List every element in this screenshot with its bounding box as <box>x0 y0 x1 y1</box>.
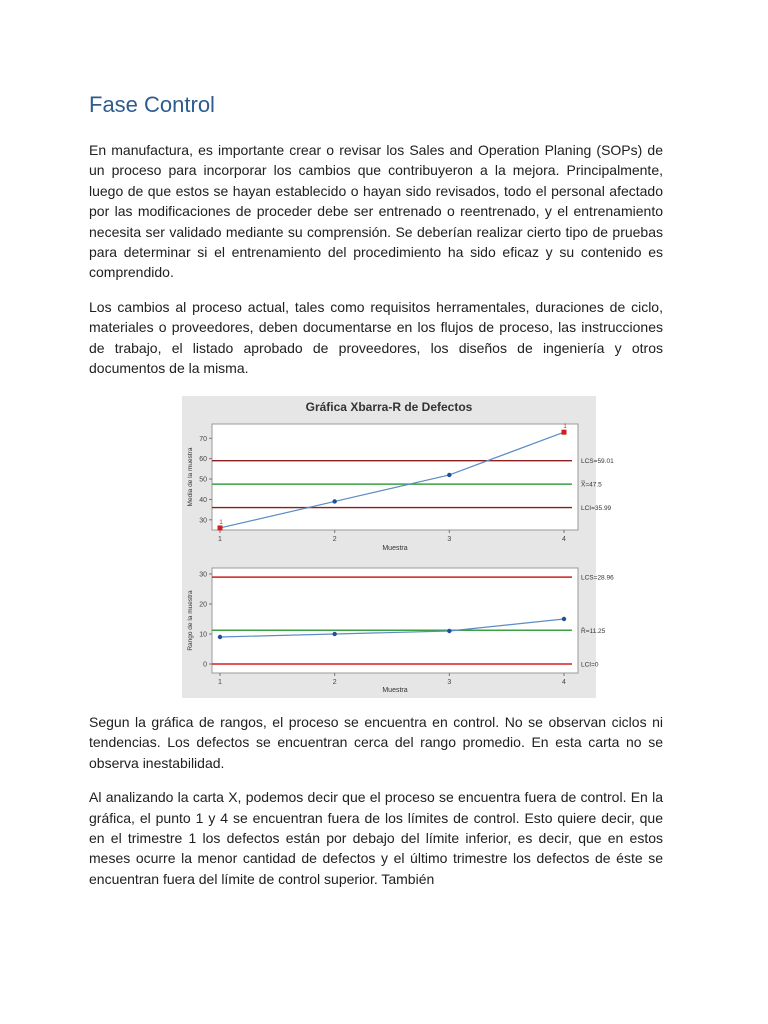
range-point <box>332 632 336 636</box>
xbar-xtick-label: 3 <box>447 536 452 543</box>
xbar-point-flag-mark: 1 <box>563 424 567 431</box>
page-title: Fase Control <box>89 92 215 117</box>
xbar-ytick-label: 40 <box>199 496 207 504</box>
document-body <box>89 92 663 392</box>
range-plot-area <box>212 568 578 673</box>
xbar-limit-label: X̿=47.5 <box>581 481 602 489</box>
range-ytick-label: 0 <box>203 661 207 669</box>
range-ytick-label: 20 <box>199 601 207 609</box>
range-xtick-label: 1 <box>218 679 222 686</box>
paragraph-1: En manufactura, es importante crear o revisar los Sales and Operation Planing (SOPs) de un proceso para incorporar los cambios que contribuyeron a la mejora. Principalmente, luego de que estos se hayan establecido o hayan sido revisados, todo el personal afectado por las modificaciones de proceder debe ser entrenado o reentrenado, y el entrenamiento necesita ser validado mediante su comprensión. Se deberían realizar cierto tipo de pruebas para determinar si el entrenamiento del procedimiento ha sido eficaz y su contenido es comprendido. <box>89 142 663 281</box>
xbar-xtick-label: 2 <box>332 536 337 543</box>
xbar-xtick-label: 4 <box>562 536 566 543</box>
document-body-continued <box>89 712 663 903</box>
xbar-xlabel: Muestra <box>382 545 408 552</box>
range-limit-label: R̄=11.25 <box>581 627 606 635</box>
xbar-point <box>447 473 451 477</box>
range-point <box>218 635 222 639</box>
control-chart-figure <box>182 396 614 698</box>
xbar-point-flagged <box>562 430 567 435</box>
xbar-limit-label: LCI=35.99 <box>581 505 612 513</box>
paragraph-3: Segun la gráfica de rangos, el proceso se encuentra en control. No se observan ciclos ni tendencias. Los defectos se encuentran cerca del rango promedio. En esta carta no se observa inestabilidad. <box>89 714 663 771</box>
range-ytick-label: 10 <box>199 631 207 639</box>
range-limit-label: LCI=0 <box>581 661 599 669</box>
xbar-ytick-label: 70 <box>199 435 207 443</box>
chart-title: Gráfica Xbarra-R de Defectos <box>305 400 473 414</box>
paragraph-2: Los cambios al proceso actual, tales como requisitos herramentales, duraciones de ciclo, materiales o proveedores, deben documentarse en los flujos de proceso, las instrucciones de trabajo, el listado aprobado de proveedores, los diseños de ingeniería y otros documentos de la misma. <box>89 298 663 377</box>
xbar-limit-label: LCS=59.01 <box>581 458 614 466</box>
range-limit-label: LCS=28.96 <box>581 574 614 582</box>
paragraph-4: Al analizando la carta X, podemos decir que el proceso se encuentra fuera de control. En la gráfica, el punto 1 y 4 se encuentran fuera de los límites de control. Esto quiere decir, que en el trimestre 1 los defectos están por debajo del límite inferior, es decir, que en estos meses ocurre la menor cantidad de defectos y el último trimestre los defectos de éste se encuentran fuera del límite de control superior. También <box>89 789 663 887</box>
xbar-point-flagged <box>218 525 223 530</box>
xbar-point <box>332 499 336 503</box>
xbar-ytick-label: 30 <box>199 517 207 525</box>
range-xtick-label: 4 <box>562 679 566 686</box>
xbar-xtick-label: 1 <box>218 536 222 543</box>
xbar-r-chart <box>182 396 614 698</box>
range-xtick-label: 3 <box>447 679 452 686</box>
xbar-ylabel: Media de la muestra <box>187 447 194 507</box>
range-point <box>447 629 451 633</box>
range-xtick-label: 2 <box>332 679 337 686</box>
range-point <box>562 617 566 621</box>
range-ylabel: Rango de la muestra <box>187 590 194 651</box>
xbar-ytick-label: 50 <box>199 476 207 484</box>
xbar-point-flag-mark: 1 <box>219 519 223 526</box>
xbar-ytick-label: 60 <box>199 456 207 464</box>
xbar-plot-area <box>212 424 578 530</box>
range-ytick-label: 30 <box>199 571 207 579</box>
range-xlabel: Muestra <box>382 687 408 694</box>
